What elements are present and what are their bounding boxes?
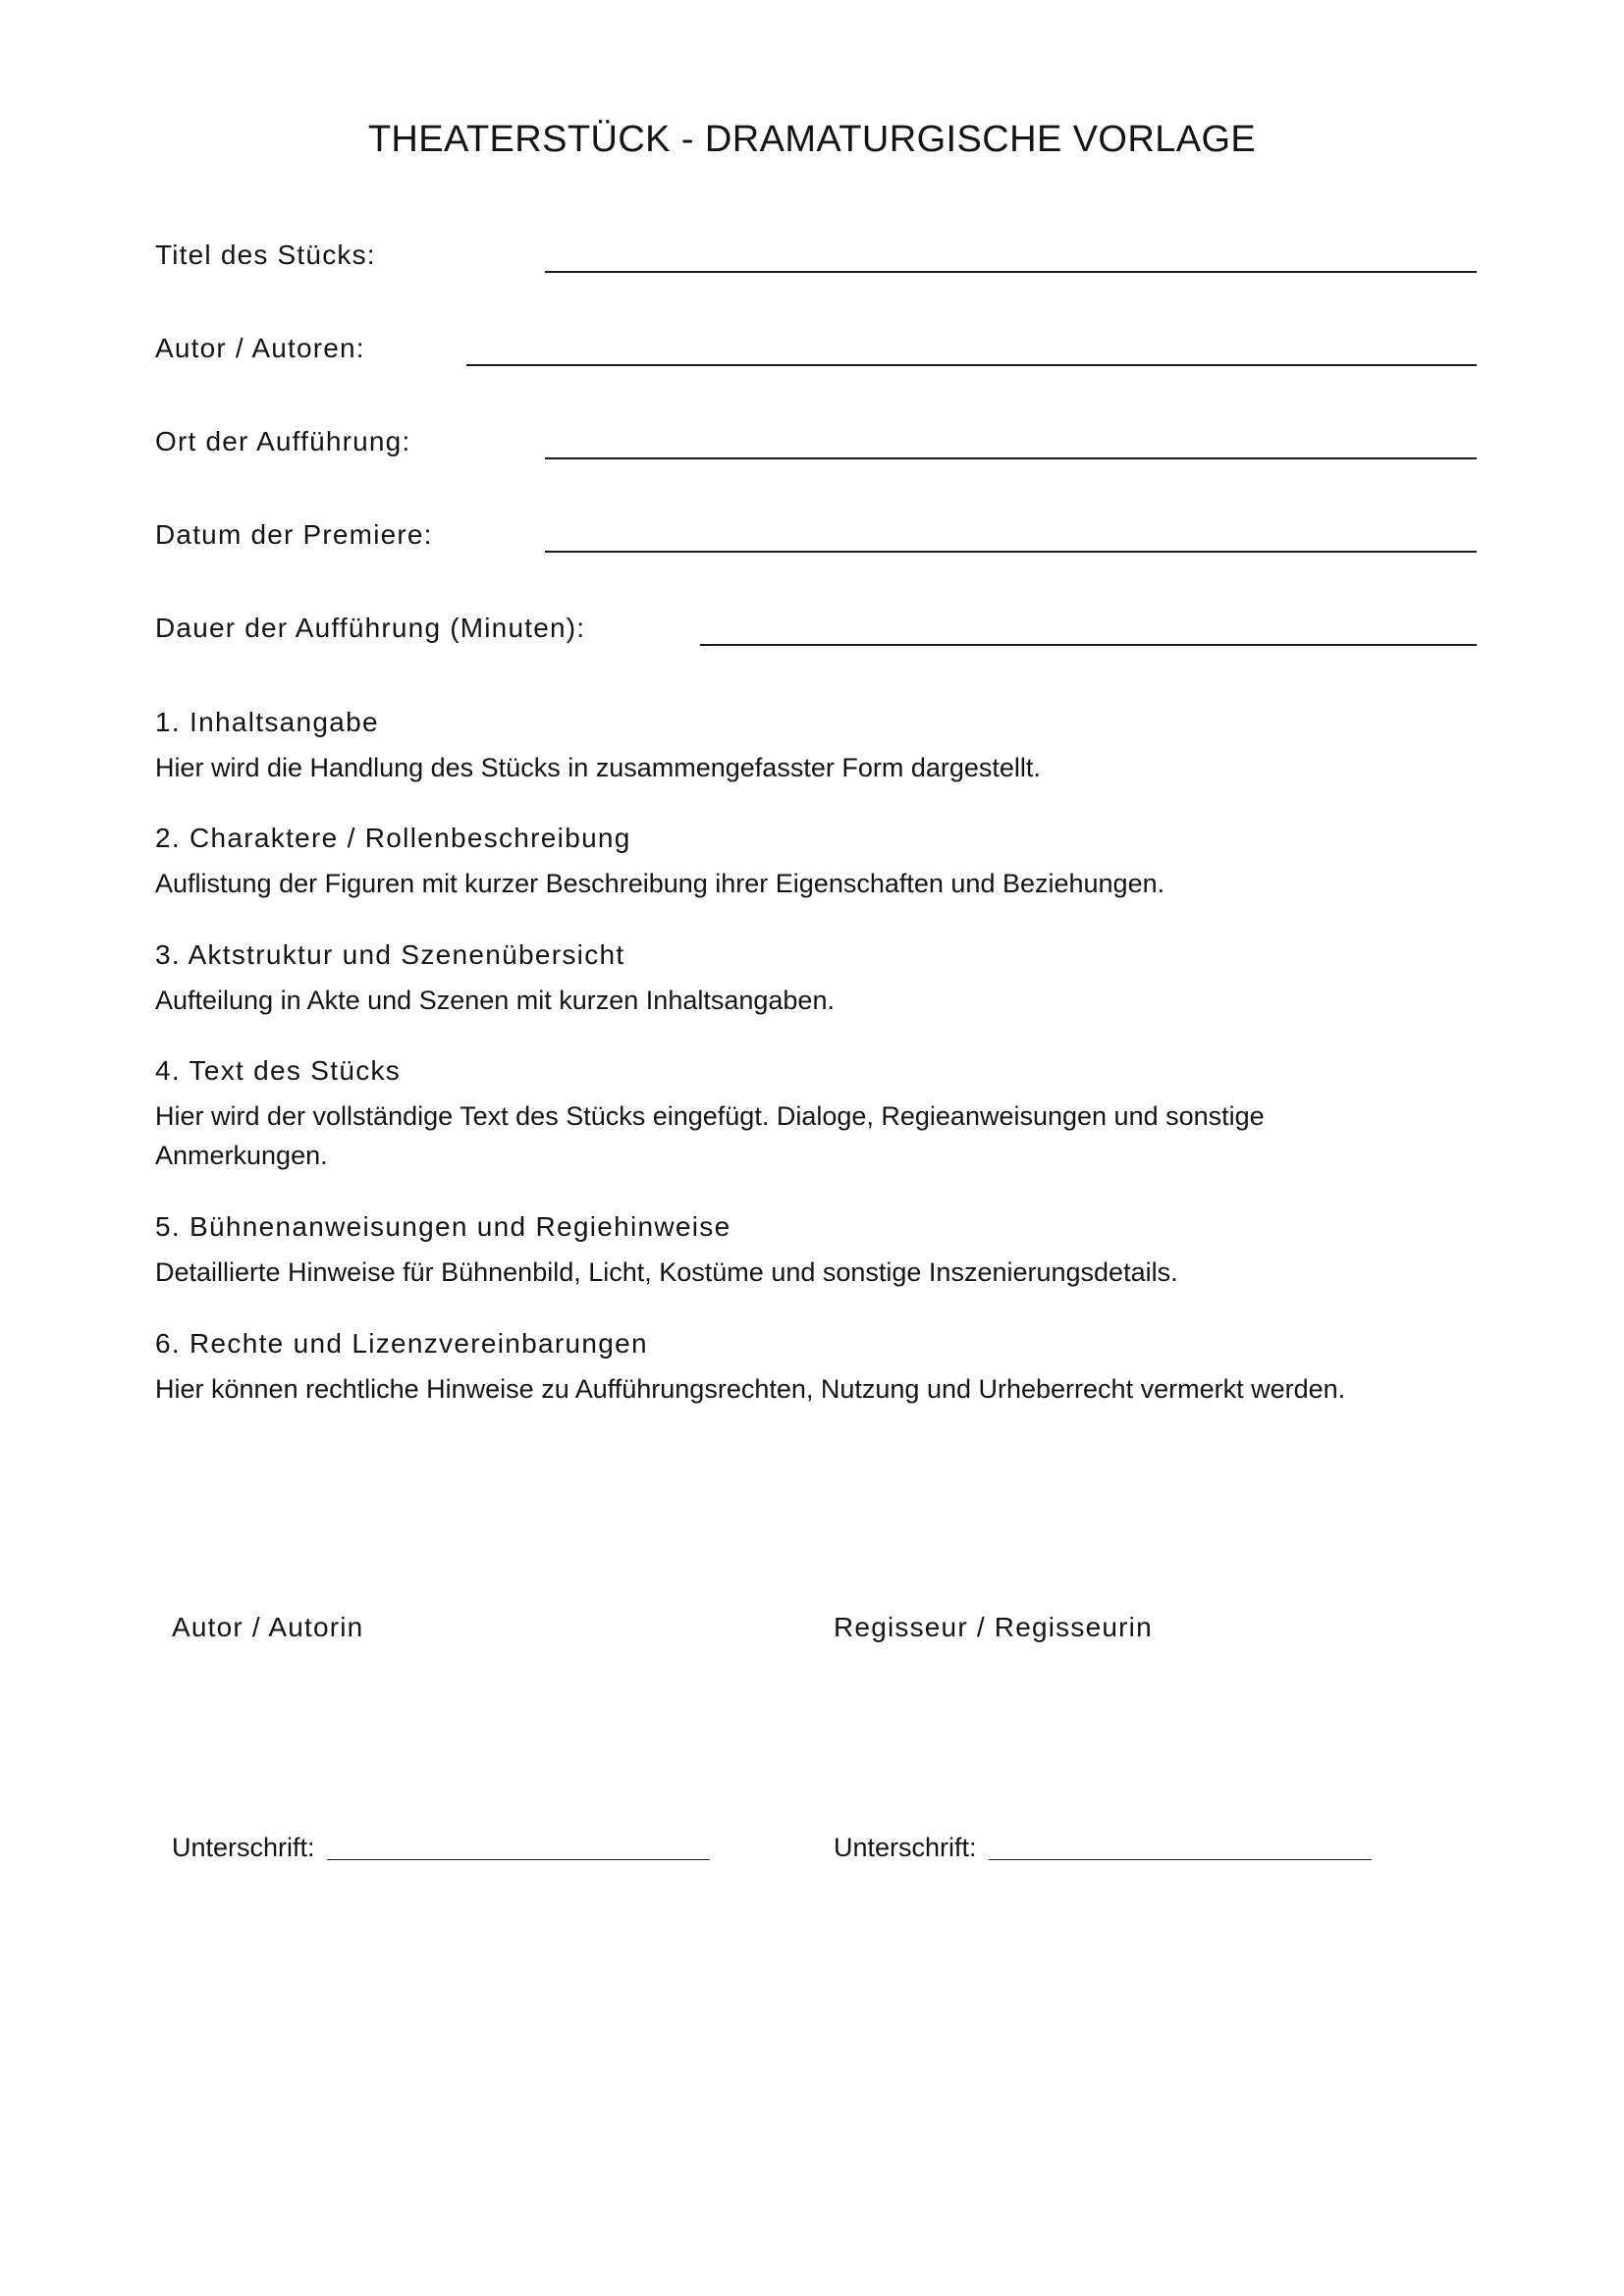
field-line-author[interactable] xyxy=(466,364,1477,366)
field-label-venue: Ort der Aufführung: xyxy=(155,426,411,456)
section-heading-play-text: 4. Text des Stücks xyxy=(155,1055,402,1086)
signature-label-author: Unterschrift: xyxy=(172,1833,315,1862)
field-label-premiere-date: Datum der Premiere: xyxy=(155,519,433,550)
signature-label-director: Unterschrift: xyxy=(834,1833,977,1862)
field-line-duration[interactable] xyxy=(700,644,1477,646)
field-label-author: Autor / Autoren: xyxy=(155,333,365,363)
signature-line-director[interactable] xyxy=(989,1859,1372,1860)
signature-role-author: Autor / Autorin xyxy=(172,1612,364,1642)
section-body-characters: Auflistung der Figuren mit kurzer Beschreibung ihrer Eigenschaften und Beziehungen. xyxy=(155,869,1165,898)
section-heading-rights: 6. Rechte und Lizenzvereinbarungen xyxy=(155,1328,648,1359)
field-label-duration: Dauer der Aufführung (Minuten): xyxy=(155,613,586,643)
field-line-title[interactable] xyxy=(545,271,1477,273)
section-heading-characters: 2. Charaktere / Rollenbeschreibung xyxy=(155,823,631,853)
field-label-title: Titel des Stücks: xyxy=(155,240,376,270)
section-body-act-structure: Aufteilung in Akte und Szenen mit kurzen Inhaltsangaben. xyxy=(155,986,835,1015)
section-body-play-text: Hier wird der vollständige Text des Stücks eingefügt. Dialoge, Regieanweisungen und sonstige Anmerkungen. xyxy=(155,1101,1265,1170)
section-heading-act-structure: 3. Aktstruktur und Szenenübersicht xyxy=(155,939,625,970)
section-body-stage-directions: Detaillierte Hinweise für Bühnenbild, Licht, Kostüme und sonstige Inszenierungsdetails. xyxy=(155,1257,1178,1287)
section-heading-stage-directions: 5. Bühnenanweisungen und Regiehinweise xyxy=(155,1211,731,1242)
signature-line-author[interactable] xyxy=(327,1859,710,1860)
section-heading-summary: 1. Inhaltsangabe xyxy=(155,707,379,737)
document-title: THEATERSTÜCK - DRAMATURGISCHE VORLAGE xyxy=(367,119,1257,160)
field-line-premiere-date[interactable] xyxy=(545,551,1477,553)
signature-role-director: Regisseur / Regisseurin xyxy=(834,1612,1153,1642)
field-line-venue[interactable] xyxy=(545,457,1477,459)
section-body-summary: Hier wird die Handlung des Stücks in zusammengefasster Form dargestellt. xyxy=(155,753,1041,782)
section-body-rights: Hier können rechtliche Hinweise zu Aufführungsrechten, Nutzung und Urheberrecht vermerkt werden. xyxy=(155,1374,1346,1404)
